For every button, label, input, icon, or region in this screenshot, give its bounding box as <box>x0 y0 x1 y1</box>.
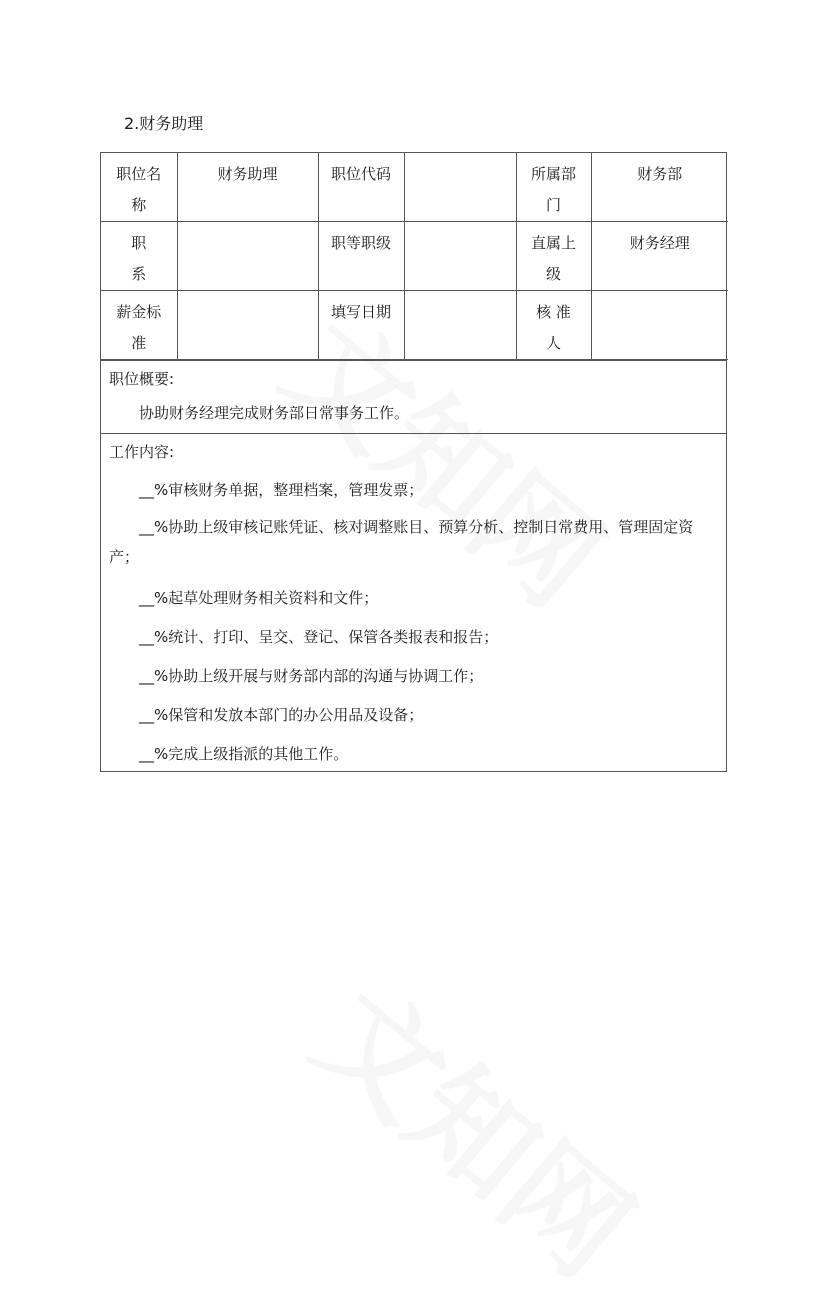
position-name-value: 财务助理 <box>177 153 318 222</box>
fill-date-value <box>404 291 516 360</box>
summary-section <box>101 360 726 433</box>
list-item: __%协助上级开展与财务部内部的沟通与协调工作； <box>139 667 484 685</box>
approver-label: 核 准 人 <box>516 291 591 360</box>
department-value: 财务部 <box>591 153 728 222</box>
salary-label: 薪金标 准 <box>101 291 177 360</box>
table-row <box>101 291 728 360</box>
approver-value <box>591 291 728 360</box>
fill-date-label: 填写日期 <box>318 291 404 360</box>
duties-title: 工作内容: <box>109 443 175 461</box>
table-row <box>101 222 728 291</box>
duties-section <box>101 433 726 771</box>
salary-value <box>177 291 318 360</box>
job-family-value <box>177 222 318 291</box>
list-item: __%完成上级指派的其他工作。 <box>139 745 349 763</box>
grade-value <box>404 222 516 291</box>
summary-text: 协助财务经理完成财务部日常事务工作。 <box>139 404 410 422</box>
list-item: __%起草处理财务相关资料和文件； <box>139 589 379 607</box>
section-title: 2.财务助理 <box>124 114 204 133</box>
position-code-value <box>404 153 516 222</box>
list-item: __%审核财务单据，整理档案，管理发票； <box>139 481 424 499</box>
position-code-label: 职位代码 <box>318 153 404 222</box>
list-item: __%协助上级审核记账凭证、核对调整账目、预算分析、控制日常费用、管理固定资产； <box>109 518 694 566</box>
position-name-label: 职位名 称 <box>101 153 177 222</box>
job-description-form <box>100 152 727 772</box>
job-family-label: 职 系 <box>101 222 177 291</box>
watermark <box>287 944 673 1307</box>
list-item: __%统计、打印、呈交、登记、保管各类报表和报告； <box>139 628 499 646</box>
grade-label: 职等职级 <box>318 222 404 291</box>
list-item: __%保管和发放本部门的办公用品及设备； <box>139 706 424 724</box>
department-label: 所属部 门 <box>516 153 591 222</box>
job-info-table <box>101 153 728 360</box>
supervisor-label: 直属上 级 <box>516 222 591 291</box>
table-row <box>101 153 728 222</box>
summary-title: 职位概要: <box>109 370 175 388</box>
supervisor-value: 财务经理 <box>591 222 728 291</box>
